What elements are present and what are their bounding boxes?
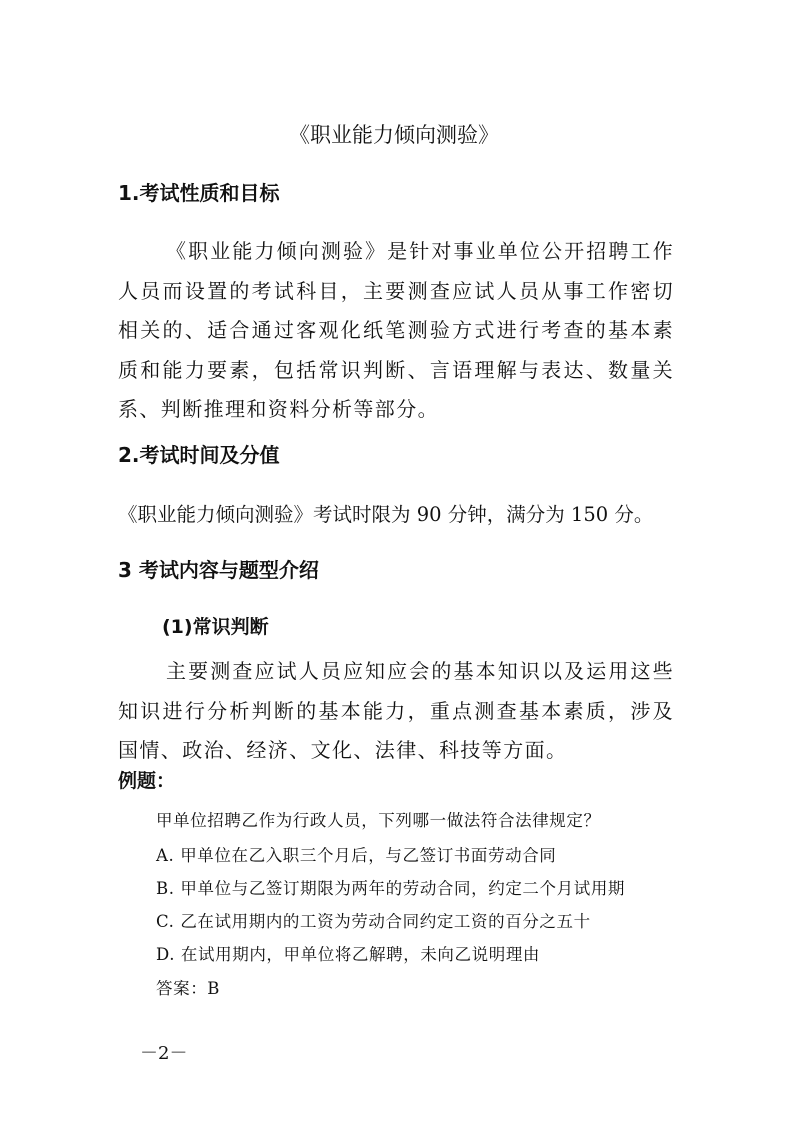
- page-number: －2－: [140, 1043, 188, 1064]
- document-title: 《职业能力倾向测验》: [289, 123, 499, 147]
- section-3-heading: 3 考试内容与题型介绍: [118, 558, 319, 582]
- section-1-heading: 1.考试性质和目标: [118, 181, 280, 205]
- example-label: 例题：: [118, 770, 176, 792]
- option-b: B. 甲单位与乙签订期限为两年的劳动合同，约定二个月试用期: [156, 879, 626, 898]
- option-c: C. 乙在试用期内的工资为劳动合同约定工资的百分之五十: [156, 912, 591, 931]
- section-1-body: 《职业能力倾向测验》是针对事业单位公开招聘工作人员而设置的考试科目，主要测查应试人员从事工作密切相关的、适合通过客观化纸笔测验方式进行考查的基本素质和能力要素，包括常识判断、言语理解与表达、数量关系、判断推理和资料分析等部分。: [118, 239, 674, 422]
- section-2-body: 《职业能力倾向测验》考试时限为 90 分钟，满分为 150 分。: [118, 503, 654, 526]
- example-answer: 答案：B: [156, 979, 221, 998]
- section-2-heading: 2.考试时间及分值: [118, 443, 280, 467]
- subsection-body: 主要测查应试人员应知应会的基本知识以及运用这些知识进行分析判断的基本能力，重点测查基本素质，涉及国情、政治、经济、文化、法律、科技等方面。: [118, 659, 674, 763]
- example-question: 甲单位招聘乙作为行政人员，下列哪一做法符合法律规定？: [156, 811, 601, 830]
- option-a: A. 甲单位在乙入职三个月后，与乙签订书面劳动合同: [156, 846, 557, 865]
- option-d: D. 在试用期内，甲单位将乙解聘，未向乙说明理由: [156, 945, 541, 964]
- subsection-heading: (1)常识判断: [162, 616, 269, 638]
